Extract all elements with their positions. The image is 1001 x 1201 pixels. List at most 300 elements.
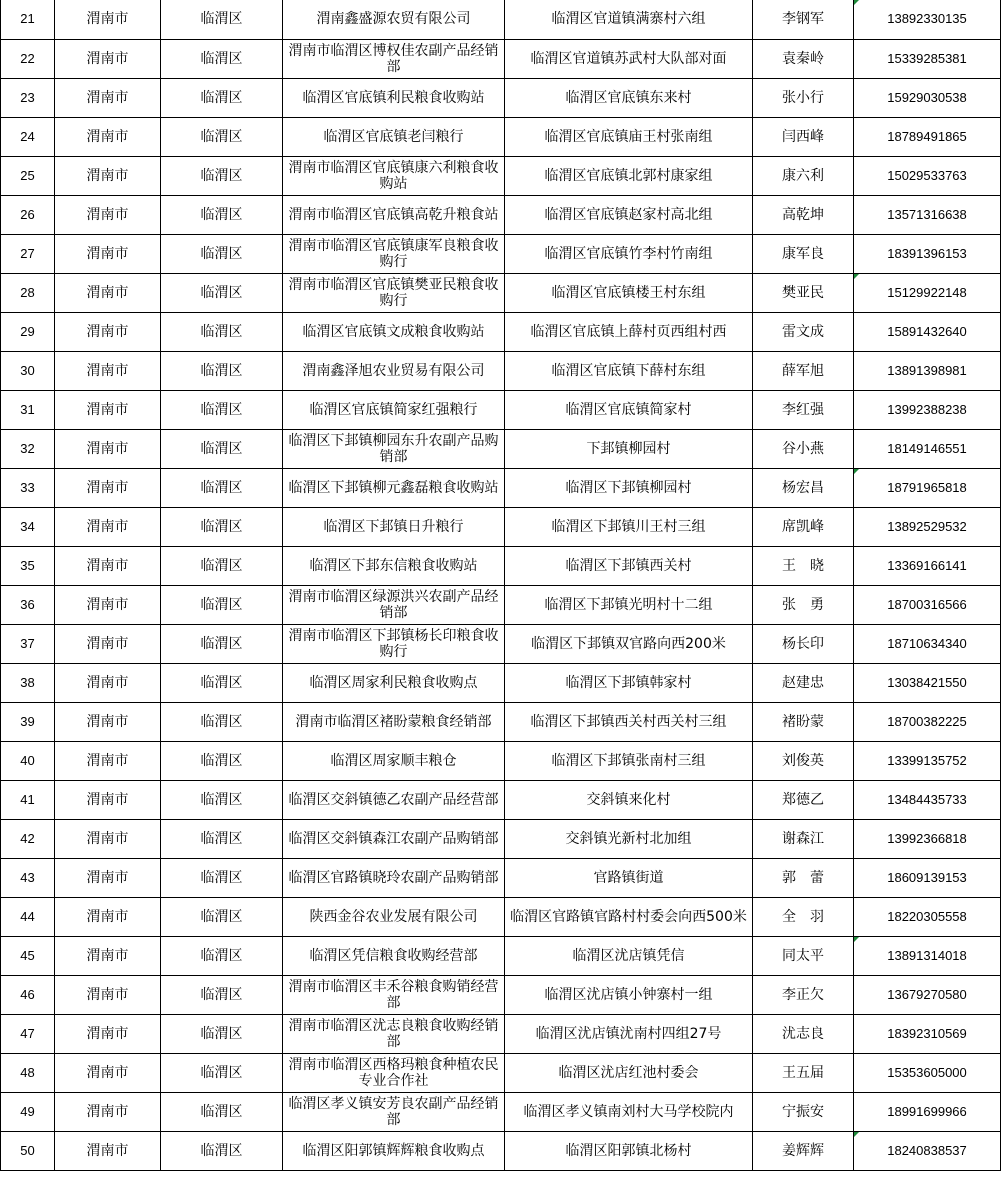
address-cell: [505, 78, 753, 117]
business-name-cell-text: 临渭区官底镇文成粮食收购站: [302, 323, 485, 340]
phone-cell: [854, 975, 1001, 1014]
table-row: [1, 390, 1001, 429]
business-name-cell: [283, 1053, 505, 1092]
district-cell-text: 临渭区: [200, 362, 243, 379]
district-cell-text: 临渭区: [200, 284, 243, 301]
business-name-cell-text: 渭南鑫盛源农贸有限公司: [316, 11, 471, 28]
phone-cell-text: 13038421550: [887, 674, 967, 690]
phone-cell-text: 13992388238: [887, 401, 967, 417]
table-row: [1, 78, 1001, 117]
table-row: [1, 936, 1001, 975]
business-name-cell-text: 临渭区下邽东信粮食收购站: [309, 557, 478, 574]
district-cell-text: 临渭区: [200, 635, 243, 652]
city-cell-text: 渭南市: [86, 323, 129, 340]
phone-cell: [854, 1053, 1001, 1092]
city-cell: [55, 234, 161, 273]
contact-person-cell: [753, 195, 854, 234]
phone-cell-text: 18220305558: [887, 908, 967, 924]
row-number-cell: [1, 858, 55, 897]
business-name-cell: [283, 1092, 505, 1131]
row-number-cell: [1, 0, 55, 39]
district-cell: [161, 0, 283, 39]
row-number-cell-text: 26: [20, 206, 35, 222]
district-cell-text: 临渭区: [200, 1142, 243, 1159]
contact-person-cell: [753, 1053, 854, 1092]
phone-cell-text: 18149146551: [887, 440, 967, 456]
city-cell-text: 渭南市: [86, 89, 129, 106]
district-cell: [161, 39, 283, 78]
district-cell-text: 临渭区: [200, 908, 243, 925]
comment-indicator-icon: [854, 1132, 859, 1137]
phone-cell-text: 13399135752: [887, 752, 967, 768]
table-row: [1, 585, 1001, 624]
phone-cell-text: 18700316566: [887, 596, 967, 612]
business-name-cell-text: 渭南市临渭区下邽镇杨长印粮食收购行: [288, 627, 499, 660]
phone-cell-text: 15353605000: [887, 1064, 967, 1080]
address-cell-text: 临渭区下邽镇川王村三组: [551, 518, 706, 535]
city-cell-text: 渭南市: [86, 206, 129, 223]
city-cell: [55, 117, 161, 156]
address-cell: [505, 624, 753, 663]
phone-cell: [854, 1092, 1001, 1131]
business-name-cell-text: 临渭区孝义镇安芳良农副产品经销部: [288, 1095, 499, 1128]
district-cell: [161, 585, 283, 624]
district-cell-text: 临渭区: [200, 947, 243, 964]
address-cell-text: 临渭区官底镇楼王村东组: [551, 284, 706, 301]
contact-person-cell-text: 姜辉辉: [782, 1142, 824, 1159]
business-name-cell: [283, 702, 505, 741]
district-cell-text: 临渭区: [200, 11, 243, 28]
district-cell: [161, 273, 283, 312]
row-number-cell-text: 47: [20, 1025, 35, 1041]
table-row: [1, 819, 1001, 858]
phone-cell: [854, 780, 1001, 819]
business-name-cell-text: 临渭区下邽镇日升粮行: [323, 518, 464, 535]
row-number-cell-text: 22: [20, 50, 35, 66]
contact-person-cell: [753, 663, 854, 702]
row-number-cell: [1, 507, 55, 546]
table-row: [1, 1131, 1001, 1170]
row-number-cell-text: 44: [20, 908, 35, 924]
business-name-cell: [283, 351, 505, 390]
phone-cell-text: 13571316638: [887, 206, 967, 222]
phone-cell-text: 13992366818: [887, 830, 967, 846]
district-cell: [161, 390, 283, 429]
city-cell-text: 渭南市: [86, 167, 129, 184]
phone-cell-text: 15129922148: [887, 284, 967, 300]
contact-person-cell-text: 褚盼蒙: [782, 713, 824, 730]
address-cell-text: 临渭区沋店镇沋南村四组27号: [535, 1025, 722, 1042]
business-name-cell: [283, 819, 505, 858]
phone-cell-text: 18391396153: [887, 245, 967, 261]
row-number-cell-text: 31: [20, 401, 35, 417]
row-number-cell: [1, 546, 55, 585]
business-name-cell-text: 临渭区交斜镇森江农副产品购销部: [288, 830, 499, 847]
row-number-cell-text: 28: [20, 284, 35, 300]
row-number-cell: [1, 234, 55, 273]
business-name-cell-text: 陕西金谷农业发展有限公司: [309, 908, 478, 925]
row-number-cell: [1, 1131, 55, 1170]
address-cell: [505, 546, 753, 585]
table-row: [1, 195, 1001, 234]
row-number-cell-text: 46: [20, 986, 35, 1002]
address-cell-text: 临渭区官底镇竹李村竹南组: [544, 245, 713, 262]
address-cell: [505, 897, 753, 936]
contact-person-cell: [753, 273, 854, 312]
district-cell: [161, 741, 283, 780]
phone-cell-text: 15029533763: [887, 167, 967, 183]
address-cell: [505, 156, 753, 195]
city-cell-text: 渭南市: [86, 1142, 129, 1159]
city-cell-text: 渭南市: [86, 245, 129, 262]
phone-cell-text: 15339285381: [887, 50, 967, 66]
row-number-cell: [1, 819, 55, 858]
address-cell-text: 临渭区沋店镇小钟寨村一组: [544, 986, 713, 1003]
business-name-cell: [283, 1014, 505, 1053]
phone-cell: [854, 78, 1001, 117]
city-cell: [55, 741, 161, 780]
district-cell-text: 临渭区: [200, 1064, 243, 1081]
city-cell-text: 渭南市: [86, 50, 129, 67]
row-number-cell: [1, 117, 55, 156]
row-number-cell-text: 43: [20, 869, 35, 885]
district-cell-text: 临渭区: [200, 245, 243, 262]
district-cell: [161, 117, 283, 156]
row-number-cell-text: 32: [20, 440, 35, 456]
address-cell-text: 临渭区官底镇上薛村页西组村西: [530, 323, 727, 340]
contact-person-cell-text: 郭 蕾: [782, 869, 824, 886]
contact-person-cell-text: 李钢军: [782, 11, 824, 28]
address-cell: [505, 351, 753, 390]
phone-cell-text: 13891398981: [887, 362, 967, 378]
contact-person-cell-text: 康军良: [782, 245, 824, 262]
address-cell: [505, 975, 753, 1014]
business-name-cell-text: 渭南市临渭区沋志良粮食收购经销部: [288, 1017, 499, 1050]
contact-person-cell: [753, 624, 854, 663]
business-name-cell: [283, 1131, 505, 1170]
row-number-cell: [1, 78, 55, 117]
city-cell-text: 渭南市: [86, 518, 129, 535]
city-cell: [55, 1131, 161, 1170]
phone-cell: [854, 936, 1001, 975]
table-body: [1, 0, 1001, 1170]
address-cell: [505, 273, 753, 312]
address-cell-text: 临渭区下邽镇柳园村: [565, 479, 692, 496]
district-cell-text: 临渭区: [200, 986, 243, 1003]
contact-person-cell: [753, 312, 854, 351]
district-cell: [161, 312, 283, 351]
business-name-cell: [283, 156, 505, 195]
city-cell: [55, 351, 161, 390]
contact-person-cell: [753, 897, 854, 936]
business-name-cell-text: 临渭区周家顺丰粮仓: [330, 752, 457, 769]
phone-cell: [854, 546, 1001, 585]
district-cell: [161, 819, 283, 858]
city-cell: [55, 507, 161, 546]
address-cell-text: 临渭区阳郭镇北杨村: [565, 1142, 692, 1159]
contact-person-cell: [753, 429, 854, 468]
table-row: [1, 858, 1001, 897]
contact-person-cell-text: 刘俊英: [782, 752, 824, 769]
row-number-cell: [1, 585, 55, 624]
city-cell-text: 渭南市: [86, 128, 129, 145]
phone-cell: [854, 1131, 1001, 1170]
row-number-cell: [1, 468, 55, 507]
district-cell: [161, 780, 283, 819]
address-cell-text: 临渭区官路镇官路村村委会向西500米: [510, 908, 747, 925]
contact-person-cell-text: 杨长印: [782, 635, 824, 652]
contact-person-cell: [753, 858, 854, 897]
address-cell-text: 下邽镇柳园村: [586, 440, 671, 457]
row-number-cell-text: 48: [20, 1064, 35, 1080]
city-cell-text: 渭南市: [86, 440, 129, 457]
city-cell-text: 渭南市: [86, 674, 129, 691]
address-cell: [505, 780, 753, 819]
phone-cell: [854, 273, 1001, 312]
contact-person-cell-text: 同太平: [782, 947, 824, 964]
business-name-cell-text: 渭南市临渭区官底镇康六利粮食收购站: [288, 159, 499, 192]
table-row: [1, 546, 1001, 585]
district-cell-text: 临渭区: [200, 206, 243, 223]
address-cell-text: 临渭区下邽镇光明村十二组: [544, 596, 713, 613]
phone-cell-text: 13892529532: [887, 518, 967, 534]
contact-person-cell: [753, 741, 854, 780]
business-name-cell-text: 渭南市临渭区丰禾谷粮食购销经营部: [288, 978, 499, 1011]
business-name-cell: [283, 975, 505, 1014]
table-row: [1, 234, 1001, 273]
contact-person-cell-text: 王五届: [782, 1064, 824, 1081]
business-name-cell: [283, 390, 505, 429]
contact-person-cell: [753, 156, 854, 195]
phone-cell: [854, 39, 1001, 78]
contact-person-cell: [753, 936, 854, 975]
contact-person-cell-text: 高乾坤: [782, 206, 824, 223]
row-number-cell: [1, 780, 55, 819]
table-row: [1, 897, 1001, 936]
business-name-cell: [283, 663, 505, 702]
row-number-cell: [1, 936, 55, 975]
address-cell: [505, 741, 753, 780]
district-cell: [161, 897, 283, 936]
row-number-cell: [1, 1053, 55, 1092]
contact-person-cell: [753, 351, 854, 390]
table-row: [1, 702, 1001, 741]
district-cell-text: 临渭区: [200, 479, 243, 496]
city-cell-text: 渭南市: [86, 947, 129, 964]
address-cell: [505, 39, 753, 78]
business-name-cell-text: 临渭区官底镇老闫粮行: [323, 128, 464, 145]
district-cell-text: 临渭区: [200, 128, 243, 145]
table-row: [1, 975, 1001, 1014]
row-number-cell-text: 37: [20, 635, 35, 651]
row-number-cell: [1, 1014, 55, 1053]
business-name-cell: [283, 0, 505, 39]
phone-cell-text: 18609139153: [887, 869, 967, 885]
address-cell-text: 临渭区官道镇满寨村六组: [551, 11, 706, 28]
city-cell-text: 渭南市: [86, 1103, 129, 1120]
address-cell: [505, 585, 753, 624]
district-cell-text: 临渭区: [200, 323, 243, 340]
contact-person-cell-text: 张 勇: [782, 596, 824, 613]
contact-person-cell: [753, 819, 854, 858]
city-cell: [55, 780, 161, 819]
address-cell: [505, 0, 753, 39]
row-number-cell-text: 27: [20, 245, 35, 261]
phone-cell: [854, 234, 1001, 273]
address-cell: [505, 195, 753, 234]
district-cell: [161, 78, 283, 117]
phone-cell-text: 18392310569: [887, 1025, 967, 1041]
phone-cell-text: 18240838537: [887, 1142, 967, 1158]
contact-person-cell-text: 王 晓: [782, 557, 824, 574]
district-cell: [161, 234, 283, 273]
city-cell: [55, 39, 161, 78]
row-number-cell: [1, 156, 55, 195]
business-name-cell-text: 渭南市临渭区官底镇高乾升粮食站: [288, 206, 499, 223]
address-cell: [505, 507, 753, 546]
city-cell-text: 渭南市: [86, 752, 129, 769]
address-cell-text: 临渭区下邽镇张南村三组: [551, 752, 706, 769]
city-cell: [55, 624, 161, 663]
address-cell: [505, 117, 753, 156]
address-cell-text: 临渭区孝义镇南刘村大马学校院内: [523, 1103, 734, 1120]
business-name-cell-text: 临渭区下邽镇柳园东升农副产品购销部: [288, 432, 499, 465]
contact-person-cell: [753, 468, 854, 507]
city-cell-text: 渭南市: [86, 1025, 129, 1042]
address-cell: [505, 858, 753, 897]
city-cell: [55, 897, 161, 936]
business-name-cell-text: 渭南鑫泽旭农业贸易有限公司: [302, 362, 485, 379]
business-name-cell: [283, 78, 505, 117]
table-row: [1, 312, 1001, 351]
row-number-cell-text: 40: [20, 752, 35, 768]
table-row: [1, 429, 1001, 468]
business-name-cell: [283, 897, 505, 936]
district-cell-text: 临渭区: [200, 1025, 243, 1042]
row-number-cell: [1, 429, 55, 468]
row-number-cell: [1, 390, 55, 429]
row-number-cell-text: 24: [20, 128, 35, 144]
city-cell: [55, 819, 161, 858]
contact-person-cell: [753, 78, 854, 117]
contact-person-cell: [753, 117, 854, 156]
table-row: [1, 1053, 1001, 1092]
district-cell: [161, 1131, 283, 1170]
contact-person-cell: [753, 546, 854, 585]
business-name-cell: [283, 117, 505, 156]
address-cell: [505, 390, 753, 429]
district-cell-text: 临渭区: [200, 440, 243, 457]
district-cell-text: 临渭区: [200, 596, 243, 613]
business-name-cell: [283, 234, 505, 273]
city-cell: [55, 663, 161, 702]
city-cell: [55, 546, 161, 585]
contact-person-cell: [753, 702, 854, 741]
contact-person-cell: [753, 39, 854, 78]
row-number-cell-text: 25: [20, 167, 35, 183]
row-number-cell-text: 34: [20, 518, 35, 534]
phone-cell-text: 13679270580: [887, 986, 967, 1002]
city-cell: [55, 936, 161, 975]
phone-cell-text: 13484435733: [887, 791, 967, 807]
address-cell-text: 临渭区下邽镇西关村: [565, 557, 692, 574]
address-cell-text: 临渭区下邽镇西关村西关村三组: [530, 713, 727, 730]
city-cell: [55, 429, 161, 468]
district-cell: [161, 195, 283, 234]
row-number-cell: [1, 975, 55, 1014]
contact-person-cell-text: 赵建忠: [782, 674, 824, 691]
business-name-cell: [283, 429, 505, 468]
contact-person-cell: [753, 234, 854, 273]
district-cell: [161, 858, 283, 897]
business-name-cell: [283, 585, 505, 624]
address-cell-text: 交斜镇光新村北加组: [565, 830, 692, 847]
city-cell-text: 渭南市: [86, 869, 129, 886]
phone-cell: [854, 0, 1001, 39]
row-number-cell: [1, 897, 55, 936]
phone-cell: [854, 1014, 1001, 1053]
contact-person-cell-text: 郑德乙: [782, 791, 824, 808]
row-number-cell-text: 38: [20, 674, 35, 690]
table-row: [1, 0, 1001, 39]
district-cell-text: 临渭区: [200, 557, 243, 574]
district-cell: [161, 702, 283, 741]
row-number-cell-text: 29: [20, 323, 35, 339]
address-cell-text: 官路镇街道: [593, 869, 664, 886]
contact-person-cell: [753, 585, 854, 624]
city-cell-text: 渭南市: [86, 557, 129, 574]
business-name-cell-text: 渭南市临渭区西格玛粮食种植农民专业合作社: [288, 1056, 499, 1089]
phone-cell-text: 18700382225: [887, 713, 967, 729]
district-cell-text: 临渭区: [200, 713, 243, 730]
city-cell-text: 渭南市: [86, 908, 129, 925]
district-cell: [161, 351, 283, 390]
business-name-cell-text: 渭南市临渭区褚盼蒙粮食经销部: [295, 713, 492, 730]
table-row: [1, 1092, 1001, 1131]
table-row: [1, 780, 1001, 819]
address-cell: [505, 1131, 753, 1170]
phone-cell: [854, 624, 1001, 663]
phone-cell: [854, 195, 1001, 234]
address-cell: [505, 819, 753, 858]
district-cell: [161, 1092, 283, 1131]
table-row: [1, 1014, 1001, 1053]
business-name-cell-text: 渭南市临渭区官底镇樊亚民粮食收购行: [288, 276, 499, 309]
phone-cell-text: 13892330135: [887, 11, 967, 27]
row-number-cell-text: 41: [20, 791, 35, 807]
row-number-cell-text: 21: [20, 11, 35, 27]
district-cell-text: 临渭区: [200, 869, 243, 886]
business-name-cell-text: 临渭区阳郭镇辉辉粮食收购点: [302, 1142, 485, 1159]
address-cell-text: 临渭区下邽镇韩家村: [565, 674, 692, 691]
phone-cell-text: 18991699966: [887, 1103, 967, 1119]
contact-person-cell-text: 谷小燕: [782, 440, 824, 457]
row-number-cell: [1, 273, 55, 312]
address-cell-text: 交斜镇来化村: [586, 791, 671, 808]
row-number-cell-text: 39: [20, 713, 35, 729]
city-cell-text: 渭南市: [86, 635, 129, 652]
contact-person-cell-text: 李红强: [782, 401, 824, 418]
phone-cell: [854, 663, 1001, 702]
contact-person-cell-text: 全 羽: [782, 908, 824, 925]
row-number-cell-text: 49: [20, 1103, 35, 1119]
row-number-cell-text: 23: [20, 89, 35, 105]
table-row: [1, 39, 1001, 78]
business-name-cell: [283, 546, 505, 585]
address-cell-text: 临渭区官底镇北郭村康家组: [544, 167, 713, 184]
city-cell: [55, 1092, 161, 1131]
phone-cell: [854, 507, 1001, 546]
